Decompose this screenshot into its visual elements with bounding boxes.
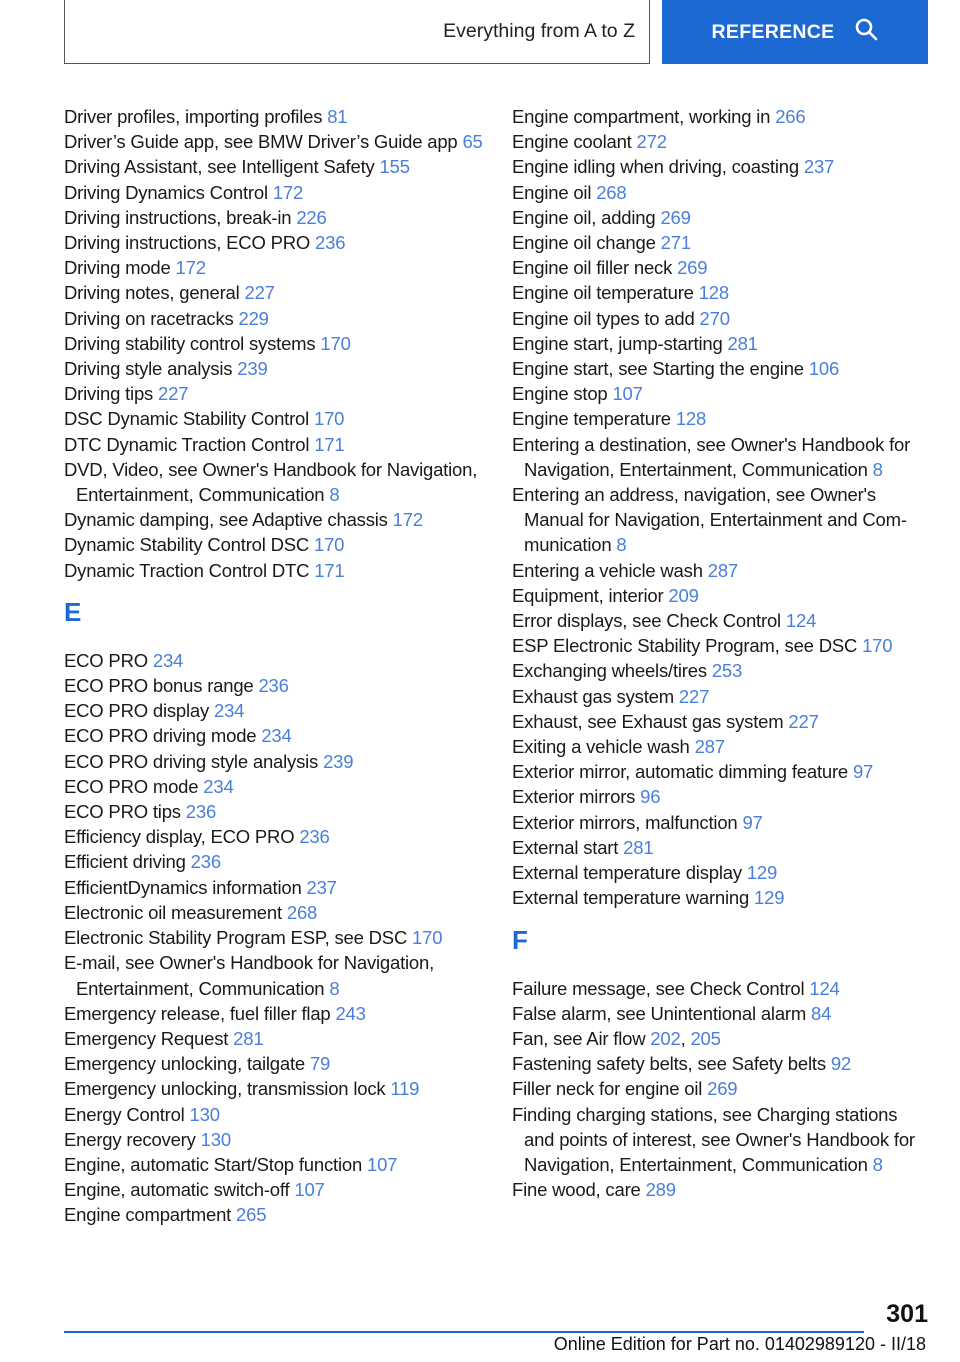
- page-link[interactable]: 236: [315, 232, 346, 254]
- index-entry-text: Engine oil change: [512, 232, 661, 254]
- page-link[interactable]: 170: [314, 408, 345, 430]
- index-entry-text: Engine, automatic switch-off: [64, 1179, 295, 1201]
- page-link[interactable]: 205: [690, 1027, 721, 1049]
- index-entry: [64, 799, 484, 824]
- page-link[interactable]: 8: [872, 458, 883, 480]
- index-entry: [64, 558, 484, 583]
- index-entry: [64, 356, 484, 381]
- page-link[interactable]: 236: [185, 801, 217, 823]
- page-link[interactable]: 281: [233, 1027, 264, 1049]
- index-entry: [64, 230, 484, 255]
- index-entry-text: Equipment, interior: [512, 584, 669, 606]
- index-entry-text: Driving stability control systems: [64, 332, 321, 354]
- page-link[interactable]: 271: [660, 232, 691, 254]
- index-entry-text: Driving on racetracks: [64, 307, 239, 329]
- index-entry-text: Driver profiles, importing profiles: [64, 106, 328, 127]
- page-link[interactable]: 236: [299, 826, 330, 848]
- page-link[interactable]: 281: [623, 836, 654, 858]
- index-entry: [512, 759, 932, 784]
- index-entry: [512, 432, 932, 482]
- page-link[interactable]: 234: [152, 649, 184, 671]
- index-entry-text: Engine oil types to add: [512, 307, 700, 329]
- page-link[interactable]: 172: [272, 181, 304, 203]
- index-entry-text: Efficiency display, ECO PRO: [64, 826, 300, 848]
- index-entry: [512, 784, 932, 809]
- index-entry-text: EfficientDynamics information: [64, 876, 307, 898]
- index-entry: [64, 306, 484, 331]
- page-link[interactable]: 253: [711, 660, 743, 682]
- index-entry: [64, 849, 484, 874]
- page-link[interactable]: 107: [366, 1153, 398, 1175]
- page-link[interactable]: 268: [596, 181, 627, 203]
- index-entry-text: External temperature warning: [512, 887, 755, 909]
- index-column-left: [64, 104, 484, 1228]
- index-entry-text: Electronic oil measurement: [64, 901, 287, 923]
- index-entry-text: Driving style analysis: [64, 358, 238, 380]
- index-entry: [64, 723, 484, 748]
- index-entry: [64, 205, 484, 230]
- index-entry-text: Entering an address, navigation, see Owner's Manual for Navigation, Entertainment and Communication: [512, 484, 907, 556]
- page-link[interactable]: 266: [775, 106, 806, 127]
- index-entry: [512, 356, 932, 381]
- index-entry-text: Engine start, see Starting the engine: [512, 358, 809, 380]
- page-link[interactable]: 170: [320, 332, 351, 354]
- index-entry-text: DSC Dynamic Stability Control: [64, 408, 314, 430]
- page-link[interactable]: 8: [872, 1153, 883, 1175]
- index-entry-text: Driving notes, general: [64, 282, 245, 304]
- page-link[interactable]: 172: [392, 509, 423, 531]
- page-link[interactable]: 171: [314, 433, 345, 455]
- page-link[interactable]: 209: [668, 584, 699, 606]
- index-entry: [512, 976, 932, 1001]
- page-link[interactable]: 227: [678, 685, 710, 707]
- page-link[interactable]: 8: [329, 977, 340, 999]
- index-entry-text: Exhaust gas system: [512, 685, 679, 707]
- index-entry: [512, 154, 932, 179]
- page-link[interactable]: 97: [852, 761, 874, 783]
- index-entry: [64, 875, 484, 900]
- index-entry-text: E-mail, see Owner's Handbook for Navigation, Entertainment, Communication: [64, 952, 435, 999]
- index-entry: [512, 658, 932, 683]
- page-link[interactable]: 8: [329, 484, 340, 506]
- index-entry: [64, 648, 484, 673]
- index-entry: [64, 331, 484, 356]
- page-link[interactable]: 229: [238, 307, 269, 329]
- index-entry: [512, 406, 932, 431]
- index-entry: [512, 684, 932, 709]
- page-link[interactable]: 96: [640, 786, 661, 808]
- index-entry: [512, 482, 932, 558]
- index-entry: [64, 432, 484, 457]
- index-entry: [64, 532, 484, 557]
- index-entry: [64, 381, 484, 406]
- page-link[interactable]: 65: [462, 131, 483, 153]
- index-entry: [512, 280, 932, 305]
- index-entry: Fan, see Air flow 202, 205: [512, 1027, 721, 1049]
- index-entry-text: Driving tips: [64, 383, 159, 405]
- page-link[interactable]: 124: [809, 977, 840, 999]
- index-entry: [64, 1152, 484, 1177]
- index-entry: [64, 698, 484, 723]
- page-link[interactable]: 272: [636, 131, 667, 153]
- index-entry-text: Engine compartment: [64, 1204, 237, 1226]
- index-entry: [64, 154, 484, 179]
- page-link[interactable]: 155: [379, 156, 410, 178]
- page-link[interactable]: 8: [616, 534, 627, 556]
- index-entry-text: Engine coolant: [512, 131, 637, 153]
- index-entry-text: ECO PRO: [64, 649, 153, 671]
- index-entry: [512, 709, 932, 734]
- index-entry-text: Emergency unlocking, tailgate: [64, 1053, 310, 1075]
- index-entry: [64, 824, 484, 849]
- page-link[interactable]: 107: [612, 383, 643, 405]
- page-link[interactable]: 243: [335, 1002, 366, 1024]
- page-number: 301: [886, 1300, 928, 1328]
- index-entry-text: Filler neck for engine oil: [512, 1078, 708, 1100]
- index-entry-text: Engine idling when driving, coasting: [512, 156, 804, 178]
- page-link[interactable]: 239: [323, 750, 354, 772]
- page-link[interactable]: 236: [190, 851, 221, 873]
- index-entry: [64, 406, 484, 431]
- page-link[interactable]: 269: [677, 257, 708, 279]
- page-link[interactable]: 129: [754, 887, 785, 909]
- index-entry-text: Driving mode: [64, 257, 176, 279]
- reference-tab[interactable]: [662, 0, 928, 64]
- index-entry-text: Exterior mirror, automatic dimming feature: [512, 761, 853, 783]
- index-entry-text: Emergency Request: [64, 1027, 234, 1049]
- search-icon[interactable]: [854, 17, 878, 47]
- index-entry: [64, 774, 484, 799]
- index-entry-text: Driving instructions, ECO PRO: [64, 232, 316, 254]
- page-link[interactable]: 234: [214, 700, 245, 722]
- index-entry: [64, 950, 484, 1000]
- index-entry: [64, 1202, 484, 1227]
- index-entry: [512, 205, 932, 230]
- page-link[interactable]: 237: [803, 156, 835, 178]
- page-header: [64, 0, 928, 64]
- page-link[interactable]: 268: [286, 901, 318, 923]
- index-entry: [512, 180, 932, 205]
- page-link[interactable]: 202: [650, 1027, 681, 1049]
- index-entry-text: Dynamic damping, see Adaptive chassis: [64, 509, 393, 531]
- page-link[interactable]: 119: [390, 1078, 420, 1100]
- index-entry-text: Failure message, see Check Control: [512, 977, 810, 999]
- index-entry-text: External start: [512, 836, 624, 858]
- index-entry: [64, 1127, 484, 1152]
- index-entry-text: ECO PRO driving style analysis: [64, 750, 324, 772]
- index-entry: [512, 1102, 932, 1178]
- index-entry: [512, 1076, 932, 1101]
- index-entry-text: ECO PRO bonus range: [64, 675, 259, 697]
- index-entry-text: ECO PRO mode: [64, 775, 204, 797]
- index-entry-text: DVD, Video, see Owner's Handbook for Navigation, Entertainment, Communication: [64, 458, 478, 506]
- page-link[interactable]: 84: [811, 1002, 832, 1024]
- index-entry-text: Emergency unlocking, transmission lock: [64, 1078, 391, 1100]
- index-entry: [512, 381, 932, 406]
- index-entry: [512, 255, 932, 280]
- index-entry: [64, 255, 484, 280]
- page-link[interactable]: 227: [788, 710, 819, 732]
- page-link[interactable]: 289: [645, 1179, 676, 1201]
- index-entry: [64, 925, 484, 950]
- index-entry: [64, 1026, 484, 1051]
- index-section-letter: F: [512, 924, 528, 955]
- page-link[interactable]: 287: [707, 559, 739, 581]
- index-entry: [64, 900, 484, 925]
- index-entry-text: Engine oil, adding: [512, 206, 661, 228]
- index-entry: [64, 1001, 484, 1026]
- index-entry: [64, 457, 484, 507]
- index-entry: [64, 673, 484, 698]
- index-entry: [512, 885, 932, 910]
- page-link[interactable]: 128: [675, 408, 707, 430]
- page-link[interactable]: 236: [258, 675, 289, 697]
- index-entry-text: Engine stop: [512, 383, 613, 405]
- index-entry-text: Emergency release, fuel filler flap: [64, 1002, 336, 1024]
- page-link[interactable]: 128: [698, 282, 729, 304]
- index-entry-text: Fan, see Air flow: [512, 1027, 651, 1049]
- index-entry: [512, 230, 932, 255]
- index-entry: [512, 583, 932, 608]
- index-entry: [64, 104, 484, 129]
- index-entry-text: Exterior mirrors, malfunction: [512, 811, 743, 833]
- index-entry-text: Driving Assistant, see Intelligent Safety: [64, 156, 380, 178]
- page-link[interactable]: 287: [694, 736, 725, 758]
- page-link[interactable]: 130: [200, 1128, 231, 1150]
- index-entry: [64, 180, 484, 205]
- index-entry: [512, 835, 932, 860]
- index-entry-text: Exiting a vehicle wash: [512, 736, 695, 758]
- index-entry: [512, 558, 932, 583]
- index-section-letter: E: [64, 596, 82, 627]
- index-entry-text: Energy Control: [64, 1103, 190, 1125]
- page-link[interactable]: 170: [314, 534, 345, 556]
- index-entry: [512, 1001, 932, 1026]
- index-entry-text: Electronic Stability Program ESP, see DSC: [64, 927, 413, 949]
- page-link[interactable]: 170: [862, 635, 893, 657]
- page-link[interactable]: 171: [314, 559, 345, 581]
- page-link[interactable]: 265: [236, 1204, 267, 1226]
- index-entry-text: ECO PRO driving mode: [64, 725, 262, 747]
- index-entry: [512, 331, 932, 356]
- index-entry-text: Engine oil temperature: [512, 282, 699, 304]
- page-link[interactable]: 172: [175, 257, 206, 279]
- reference-label: REFERENCE: [711, 20, 835, 43]
- footer-divider: [64, 1331, 864, 1333]
- index-entry-text: Engine temperature: [512, 408, 676, 430]
- section-title: Everything from A to Z: [64, 0, 650, 64]
- index-entry-text: Energy recovery: [64, 1128, 201, 1150]
- index-entry: [512, 860, 932, 885]
- page-link[interactable]: 124: [785, 610, 817, 632]
- page-link[interactable]: 130: [189, 1103, 220, 1125]
- index-entry-text: Driving Dynamics Control: [64, 181, 273, 203]
- index-entry-text: Entering a destination, see Owner's Handbook for Navigation, Entertainment, Communication: [512, 433, 911, 480]
- index-entry: [512, 104, 932, 129]
- index-entry: [512, 608, 932, 633]
- page-link[interactable]: 270: [699, 307, 730, 329]
- page-link[interactable]: 234: [261, 725, 292, 747]
- page-link[interactable]: 79: [309, 1053, 331, 1075]
- index-entry-text: Error displays, see Check Control: [512, 610, 786, 632]
- index-entry-text: Dynamic Traction Control DTC: [64, 559, 315, 581]
- index-entry-text: Engine compartment, working in: [512, 106, 776, 127]
- index-entry-text: Engine oil: [512, 181, 597, 203]
- page-link[interactable]: 97: [742, 811, 763, 833]
- index-entry-text: Finding charging stations, see Charging stations and points of interest, see Owner's Handbook for Navigation, Entertainment, Communication: [512, 1103, 915, 1175]
- index-entry-text: Engine, automatic Start/Stop function: [64, 1153, 367, 1175]
- index-entry: [512, 306, 932, 331]
- index-entry-text: ECO PRO tips: [64, 801, 186, 823]
- index-entry-text: Driver’s Guide app, see BMW Driver’s Guide app: [64, 131, 463, 153]
- index-entry-text: ECO PRO display: [64, 700, 214, 722]
- index-entry: [512, 1051, 932, 1076]
- index-entry-text: Dynamic Stability Control DSC: [64, 534, 314, 556]
- index-entry-text: Engine start, jump-starting: [512, 332, 728, 354]
- index-entry: [64, 1051, 484, 1076]
- index-entry: [64, 507, 484, 532]
- index-entry-text: External temperature display: [512, 862, 747, 884]
- page-link[interactable]: 269: [707, 1078, 738, 1100]
- index-entry-text: Exterior mirrors: [512, 786, 641, 808]
- index-entry: [64, 1076, 484, 1101]
- index-entry: [512, 1177, 932, 1202]
- page-link[interactable]: 237: [306, 876, 337, 898]
- page-link[interactable]: 170: [412, 927, 443, 949]
- index-entry-text: Fastening safety belts, see Safety belts: [512, 1053, 831, 1075]
- index-entry-text: ESP Electronic Stability Program, see DSC: [512, 635, 863, 657]
- index-entry-text: DTC Dynamic Traction Control: [64, 433, 315, 455]
- index-entry-text: Efficient driving: [64, 851, 191, 873]
- page-link[interactable]: 226: [296, 206, 327, 228]
- index-entry-text: Entering a vehicle wash: [512, 559, 708, 581]
- page-link[interactable]: 269: [660, 206, 691, 228]
- index-entry-text: False alarm, see Unintentional alarm: [512, 1002, 812, 1024]
- page-link[interactable]: 81: [327, 106, 348, 127]
- index-entry: [512, 734, 932, 759]
- index-entry: [64, 749, 484, 774]
- page-link[interactable]: 106: [808, 358, 840, 380]
- index-entry: [64, 1177, 484, 1202]
- index-entry: [512, 633, 932, 658]
- index-entry: [64, 280, 484, 305]
- index-entry-text: Exhaust, see Exhaust gas system: [512, 710, 789, 732]
- index-entry-text: Engine oil filler neck: [512, 257, 678, 279]
- index-entry: [512, 810, 932, 835]
- index-entry-text: Exchanging wheels/tires: [512, 660, 712, 682]
- edition-text: Online Edition for Part no. 01402989120 - II/18: [553, 1334, 926, 1354]
- page-link[interactable]: 227: [244, 282, 275, 304]
- page-link[interactable]: 227: [158, 383, 189, 405]
- page-link[interactable]: 107: [294, 1179, 325, 1201]
- page-link[interactable]: 239: [237, 358, 268, 380]
- page-link[interactable]: 129: [746, 862, 778, 884]
- index-entry-text: Driving instructions, break-in: [64, 206, 297, 228]
- page-link[interactable]: 234: [203, 775, 234, 797]
- index-column-right: [512, 104, 932, 1202]
- page-link[interactable]: 92: [830, 1053, 851, 1075]
- page-link[interactable]: 281: [727, 332, 758, 354]
- index-entry: [512, 129, 932, 154]
- index-entry: [64, 129, 484, 154]
- index-entry: [64, 1102, 484, 1127]
- index-entry-text: Fine wood, care: [512, 1179, 646, 1201]
